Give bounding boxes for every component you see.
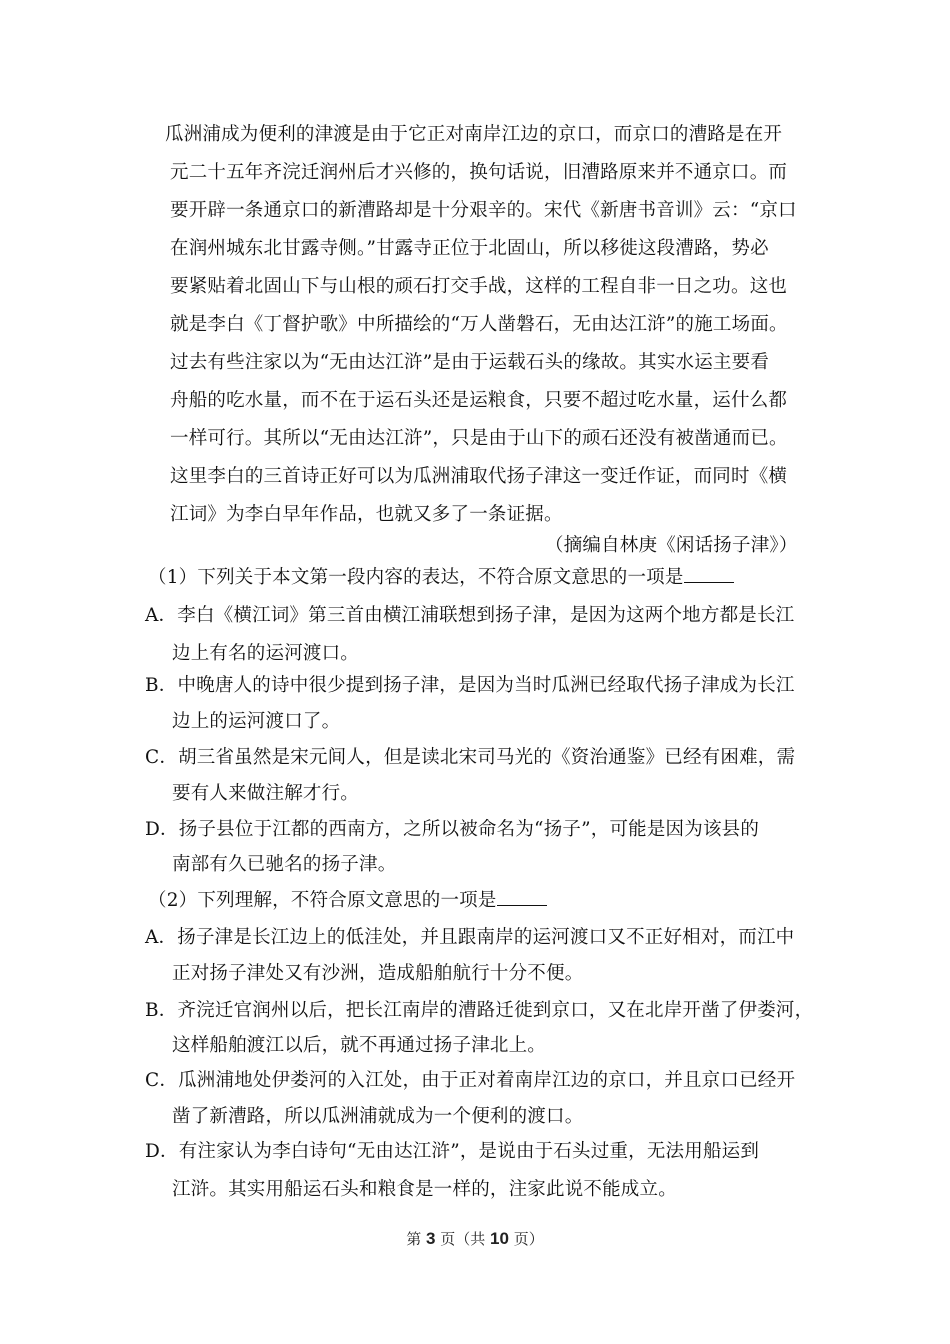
option-b-cont: 边上的运河渡口了。 (172, 711, 341, 732)
passage-line: 元二十五年齐浣迁润州后才兴修的，换句话说，旧漕路原来并不通京口。而 (170, 162, 788, 183)
option-label: C． (145, 747, 179, 768)
option-text: 瓜洲浦地处伊娄河的入江处，由于正对着南岸江边的京口，并且京口已经开 (178, 1070, 796, 1091)
passage-line: 舟船的吃水量，而不在于运石头还是运粮食，只要不超过吃水量，运什么都 (170, 390, 788, 411)
option-text: 胡三省虽然是宋元间人，但是读北宋司马光的《资治通鉴》已经有困难，需 (178, 747, 796, 768)
option-label: B． (145, 675, 178, 696)
passage-line: 就是李白《丁督护歌》中所描绘的“万人凿磐石，无由达江浒”的施工场面。 (170, 314, 788, 335)
passage-line: 江词》为李白早年作品，也就又多了一条证据。 (170, 504, 563, 525)
option-d (145, 1140, 759, 1164)
passage-line: 要开辟一条通京口的新漕路却是十分艰辛的。宋代《新唐书音训》云：“京口 (170, 200, 797, 221)
option-text: 中晚唐人的诗中很少提到扬子津，是因为当时瓜洲已经取代扬子津成为长江 (177, 675, 795, 696)
option-c-cont: 凿了新漕路，所以瓜洲浦就成为一个便利的渡口。 (172, 1106, 584, 1127)
option-d-cont: 南部有久已驰名的扬子津。 (172, 854, 397, 875)
option-d (145, 818, 759, 842)
stem-text: （1）下列关于本文第一段内容的表达，不符合原文意思的一项是 (148, 567, 684, 588)
option-label: D． (145, 819, 179, 840)
question-stem (148, 889, 547, 913)
answer-blank (497, 889, 547, 906)
option-c (145, 746, 795, 770)
option-label: A． (145, 927, 178, 948)
total-pages: 10 (490, 1229, 509, 1248)
option-a-cont: 边上有名的运河渡口。 (172, 643, 360, 664)
page-footer (0, 1228, 950, 1249)
passage-line: 在润州城东北甘露寺侧。”甘露寺正位于北固山，所以移徙这段漕路，势必 (170, 238, 769, 259)
passage-line: 一样可行。其所以“无由达江浒”，只是由于山下的顽石还没有被凿通而已。 (170, 428, 788, 449)
passage-line: 过去有些注家以为“无由达江浒”是由于运载石头的缘故。其实水运主要看 (170, 352, 770, 373)
page-number: 3 (426, 1229, 436, 1248)
option-a-cont: 正对扬子津处又有沙洲，造成船舶航行十分不便。 (172, 963, 584, 984)
option-text: 扬子县位于江都的西南方，之所以被命名为“扬子”，可能是因为该县的 (178, 819, 760, 840)
option-d-cont: 江浒。其实用船运石头和粮食是一样的，注家此说不能成立。 (172, 1179, 677, 1200)
option-text: 有注家认为李白诗句“无由达江浒”，是说由于石头过重，无法用船运到 (178, 1141, 760, 1162)
passage-line: 瓜洲浦成为便利的津渡是由于它正对南岸江边的京口，而京口的漕路是在开 (165, 124, 783, 145)
option-c (145, 1069, 795, 1093)
question-stem (148, 566, 734, 590)
passage-line: 要紧贴着北固山下与山根的顽石打交手战，这样的工程自非一日之功。这也 (170, 276, 788, 297)
citation: （摘编自林庚《闲话扬子津》） (545, 535, 798, 556)
footer-text: 页（共 (435, 1230, 491, 1248)
option-b (145, 674, 795, 698)
option-c-cont: 要有人来做注解才行。 (172, 783, 360, 804)
passage-line: 这里李白的三首诗正好可以为瓜洲浦取代扬子津这一变迁作证，而同时《横 (170, 466, 788, 487)
option-label: B． (145, 1000, 178, 1021)
footer-text: 第 (406, 1230, 427, 1248)
option-text: 李白《横江词》第三首由横江浦联想到扬子津，是因为这两个地方都是长江 (177, 605, 795, 626)
footer-text: 页） (508, 1230, 544, 1248)
option-label: D． (145, 1141, 179, 1162)
option-a (145, 926, 794, 950)
option-label: A． (145, 605, 178, 626)
stem-text: （2）下列理解，不符合原文意思的一项是 (148, 890, 497, 911)
option-label: C． (145, 1070, 179, 1091)
option-text: 扬子津是长江边上的低洼处，并且跟南岸的运河渡口又不正好相对，而江中 (177, 927, 795, 948)
option-a (145, 604, 794, 628)
option-text: 齐浣迁官润州以后，把长江南岸的漕路迁徙到京口，又在北岸开凿了伊娄河， (177, 1000, 814, 1021)
option-b (145, 999, 813, 1023)
option-b-cont: 这样船舶渡江以后，就不再通过扬子津北上。 (172, 1035, 547, 1056)
answer-blank (684, 566, 734, 583)
